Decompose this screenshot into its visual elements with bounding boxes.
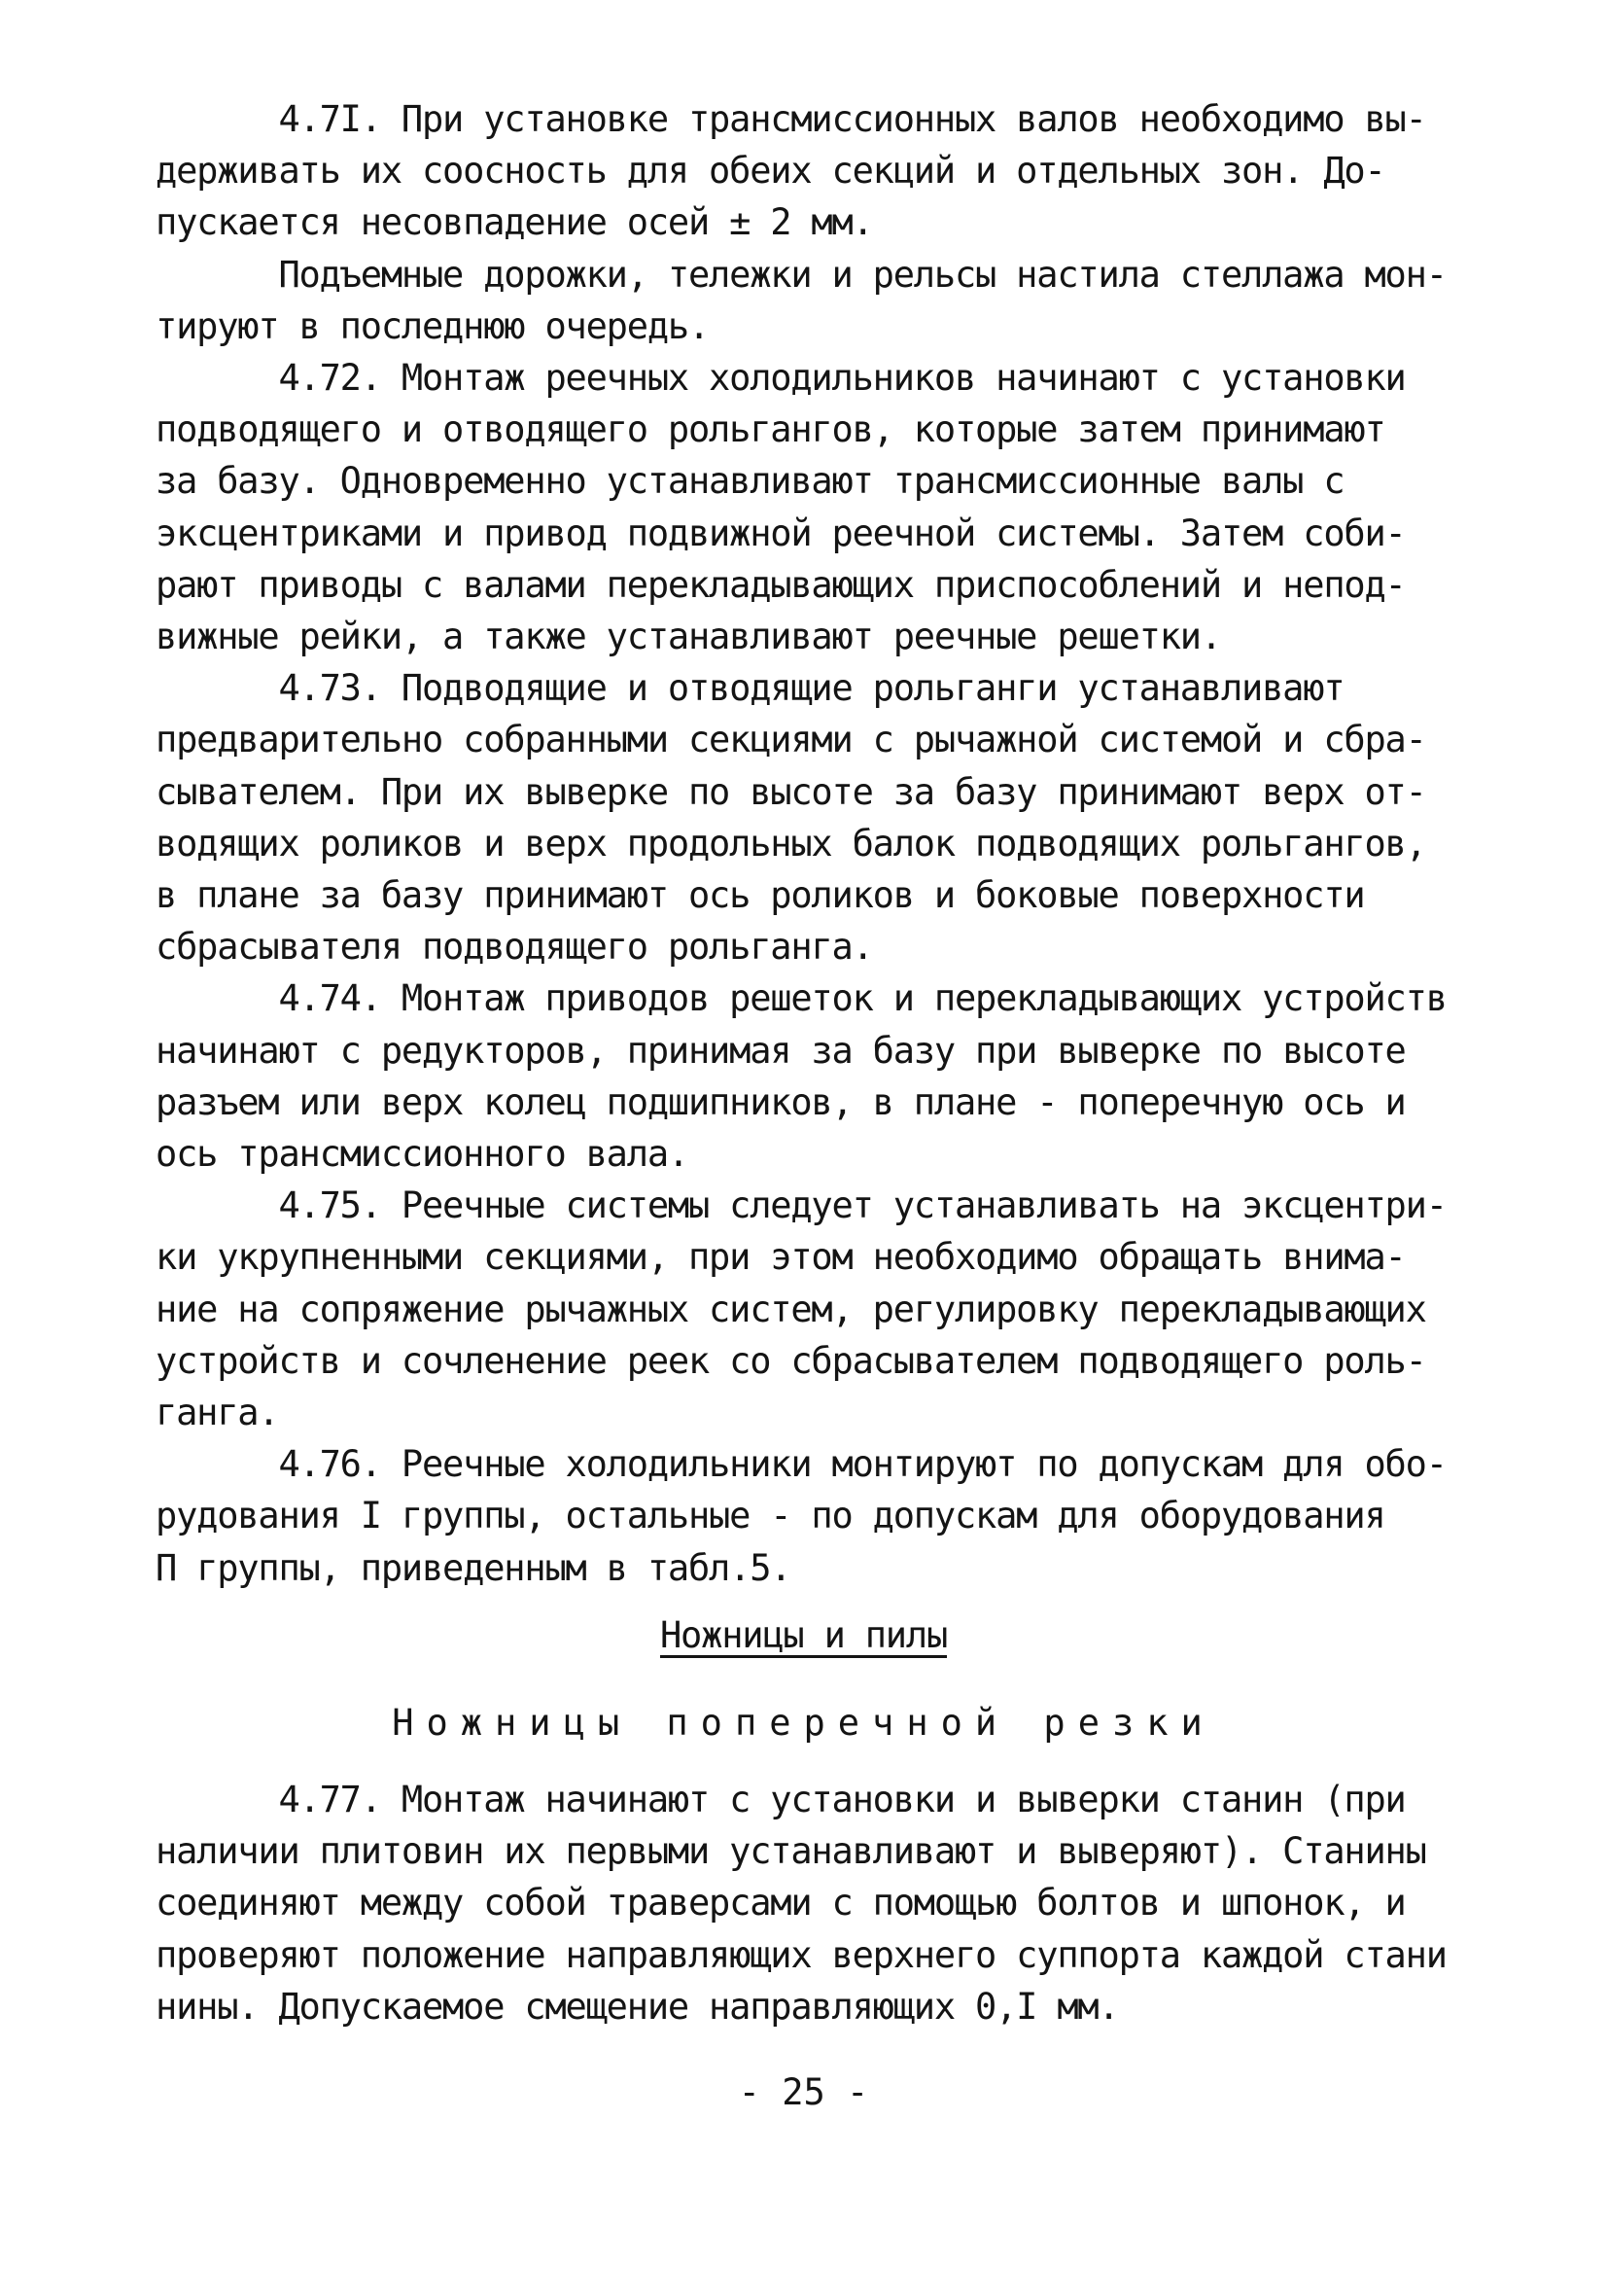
- text-line: П группы, приведенным в табл.5.: [156, 1546, 791, 1589]
- text-line: 4.72. Монтаж реечных холодильников начинают с установки: [156, 357, 1406, 400]
- text-line: ганга.: [156, 1392, 279, 1434]
- text-line: сывателем. При их выверке по высоте за базу принимают верх от-: [156, 770, 1426, 813]
- text-line: разъем или верх колец подшипников, в плане - поперечную ось и: [156, 1080, 1406, 1123]
- page-number: - 25 -: [738, 2071, 869, 2113]
- text-line: вижные рейки, а также устанавливают реечные решетки.: [156, 616, 1221, 658]
- text-line: за базу. Одновременно устанавливают трансмиссионные валы с: [156, 460, 1345, 503]
- text-line: соединяют между собой траверсами с помощью болтов и шпонок, и: [156, 1882, 1406, 1925]
- text-line: 4.75. Реечные системы следует устанавливать на эксцентри-: [156, 1184, 1447, 1227]
- section-heading-text: Ножницы и пилы: [659, 1614, 948, 1656]
- text-line: рудования I группы, остальные - по допускам для оборудования: [156, 1495, 1385, 1537]
- text-line: ние на сопряжение рычажных систем, регулировку перекладывающих: [156, 1288, 1426, 1330]
- text-line: тируют в последнюю очередь.: [156, 304, 710, 347]
- text-line: сбрасывателя подводящего рольганга.: [156, 926, 873, 969]
- text-line: 4.7I. При установке трансмиссионных валов необходимо вы-: [156, 98, 1426, 140]
- text-line: эксцентриками и привод подвижной реечной системы. Затем соби-: [156, 512, 1406, 554]
- text-line: Подъемные дорожки, тележки и рельсы настила стеллажа мон-: [156, 253, 1447, 296]
- text-line: ось трансмиссионного вала.: [156, 1133, 688, 1176]
- text-line: наличии плитовин их первыми устанавливают и выверяют). Станины: [156, 1830, 1426, 1873]
- section-heading: [0, 1614, 1607, 1656]
- text-line: ки укрупненными секциями, при этом необходимо обращать внима-: [156, 1236, 1406, 1279]
- text-line: подводящего и отводящего рольгангов, которые затем принимают: [156, 408, 1385, 451]
- text-line: рают приводы с валами перекладывающих приспособлений и непод-: [156, 563, 1406, 606]
- text-line: проверяют положение направляющих верхнего суппорта каждой стани: [156, 1933, 1447, 1976]
- text-line: держивать их соосность для обеих секций и отдельных зон. До-: [156, 150, 1385, 193]
- subsection-heading: Ножницы поперечной резки: [392, 1702, 1215, 1744]
- section-4-71-to-4-76: [156, 93, 1478, 1594]
- text-line: пускается несовпадение осей ± 2 мм.: [156, 201, 873, 244]
- text-line: 4.76. Реечные холодильники монтируют по допускам для обо-: [156, 1443, 1447, 1486]
- section-4-77: [156, 1774, 1478, 2032]
- text-line: нины. Допускаемое смещение направляющих 0,I мм.: [156, 1985, 1119, 2028]
- text-line: 4.73. Подводящие и отводящие рольганги устанавливают: [156, 667, 1345, 710]
- text-line: предварительно собранными секциями с рычажной системой и сбра-: [156, 719, 1426, 761]
- text-line: начинают с редукторов, принимая за базу при выверке по высоте: [156, 1029, 1406, 1072]
- text-line: 4.77. Монтаж начинают с установки и выверки станин (при: [156, 1779, 1406, 1820]
- text-line: устройств и сочленение реек со сбрасывателем подводящего роль-: [156, 1339, 1426, 1382]
- text-line: водящих роликов и верх продольных балок подводящих рольгангов,: [156, 822, 1426, 865]
- text-line: в плане за базу принимают ось роликов и боковые поверхности: [156, 874, 1365, 917]
- text-line: 4.74. Монтаж приводов решеток и перекладывающих устройств: [156, 977, 1447, 1020]
